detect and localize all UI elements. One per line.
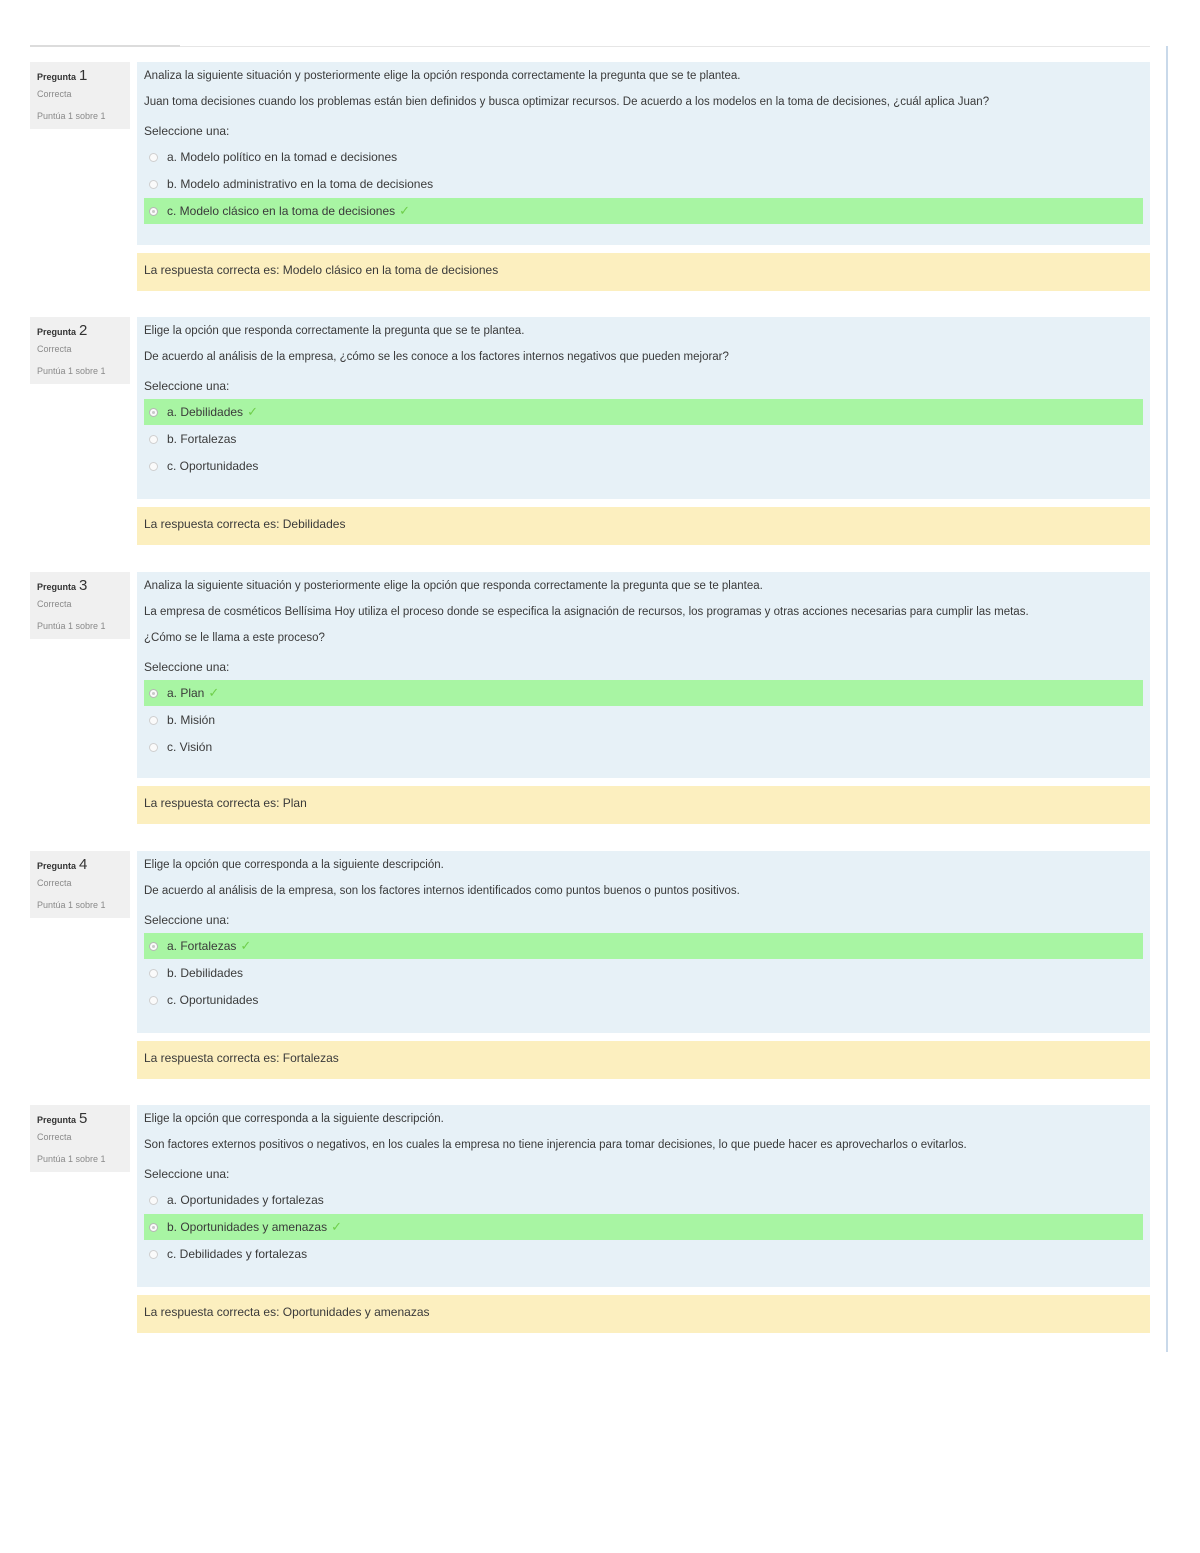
answer-option-label: a. Modelo político en la tomad e decisiones [167,150,398,164]
question-label: Pregunta [37,72,77,82]
answer-option-label: c. Visión [167,740,213,754]
question-text-line: Son factores externos positivos o negativos, en los cuales la empresa no tiene injerencia para tomar decisiones, lo que puede hacer es aprovecharlos o evitarlos. [144,1139,967,1151]
correct-answer-feedback: La respuesta correcta es: Oportunidades y amenazas [137,1295,1150,1333]
question-formulation [137,572,1150,778]
correct-answer-feedback: La respuesta correcta es: Fortalezas [137,1041,1150,1079]
question-1 [30,62,1152,291]
answer-option-label: c. Oportunidades [167,993,259,1007]
question-number [37,857,130,874]
check-icon: ✓ [208,685,220,700]
question-state: Correcta [37,1132,72,1142]
question-info [30,1105,130,1172]
question-grade: Puntúa 1 sobre 1 [37,1154,106,1164]
answer-option-label: b. Oportunidades y amenazas [167,1220,328,1234]
answer-prompt: Seleccione una: [144,1167,230,1181]
question-text [144,858,1143,899]
question-number-value: 4 [79,856,88,873]
question-info [30,572,130,639]
answer-list [144,933,1143,1013]
question-number [37,68,130,85]
question-state: Correcta [37,878,72,888]
question-grade: Puntúa 1 sobre 1 [37,366,106,376]
radio-icon[interactable] [149,1250,158,1259]
answer-option[interactable] [144,960,1143,986]
question-2 [30,317,1152,545]
question-text-line: Juan toma decisiones cuando los problemas están bien definidos y busca optimizar recursos. De acuerdo a los modelos en la toma de decisiones, ¿cuál aplica Juan? [144,96,990,108]
question-label: Pregunta [37,582,77,592]
radio-icon[interactable] [149,743,158,752]
check-icon: ✓ [399,203,411,218]
answer-option-label: b. Fortalezas [167,432,237,446]
answer-option-label: a. Oportunidades y fortalezas [167,1193,324,1207]
radio-icon[interactable] [149,689,158,698]
check-icon: ✓ [247,404,258,419]
question-label: Pregunta [37,327,77,337]
radio-icon[interactable] [149,969,158,978]
correct-answer-feedback: La respuesta correcta es: Modelo clásico en la toma de decisiones [137,253,1150,291]
question-state: Correcta [37,89,72,99]
answer-option[interactable] [144,933,1143,959]
question-text [144,579,1143,646]
radio-icon[interactable] [149,1223,158,1232]
answer-option-label: b. Misión [167,713,216,727]
top-divider-accent [30,45,180,47]
question-text [144,69,1143,110]
question-number-value: 2 [79,322,88,339]
question-text-line: Elige la opción que corresponda a la siguiente descripción. [144,859,444,871]
answer-prompt: Seleccione una: [144,124,230,138]
question-grade: Puntúa 1 sobre 1 [37,111,106,121]
answer-option-label: a. Debilidades [167,405,244,419]
question-text-line: De acuerdo al análisis de la empresa, ¿cómo se les conoce a los factores internos negativos que pueden mejorar? [144,351,729,363]
answer-option-label: c. Oportunidades [167,459,259,473]
radio-icon[interactable] [149,942,158,951]
answer-option[interactable] [144,399,1143,425]
answer-option[interactable] [144,198,1143,224]
question-grade: Puntúa 1 sobre 1 [37,621,106,631]
answer-option-label: b. Debilidades [167,966,244,980]
answer-option[interactable] [144,426,1143,452]
radio-icon[interactable] [149,153,158,162]
question-text-line: Elige la opción que corresponda a la siguiente descripción. [144,1113,444,1125]
question-formulation [137,1105,1150,1287]
question-formulation [137,62,1150,245]
answer-list [144,144,1143,224]
question-label: Pregunta [37,861,77,871]
answer-option[interactable] [144,144,1143,170]
question-formulation [137,851,1150,1033]
radio-icon[interactable] [149,207,158,216]
question-text-line: De acuerdo al análisis de la empresa, son los factores internos identificados como puntos buenos o puntos positivos. [144,885,740,897]
check-icon: ✓ [240,938,252,953]
question-info [30,851,130,918]
right-divider [1166,46,1168,1352]
answer-option-label: b. Modelo administrativo en la toma de decisiones [167,177,434,191]
answer-list [144,680,1143,760]
answer-option[interactable] [144,171,1143,197]
answer-option[interactable] [144,1187,1143,1213]
question-number [37,1111,130,1128]
question-text [144,1112,1143,1153]
answer-option[interactable] [144,453,1143,479]
answer-option-label: a. Plan [167,686,205,700]
question-text-line: La empresa de cosméticos Bellísima Hoy utiliza el proceso donde se especifica la asignación de recursos, los programas y otras acciones necesarias para cumplir las metas. [144,606,1029,618]
question-text-line: Analiza la siguiente situación y posteriormente elige la opción responda correctamente la pregunta que se te plantea. [144,70,741,82]
question-grade: Puntúa 1 sobre 1 [37,900,106,910]
answer-option[interactable] [144,707,1143,733]
radio-icon[interactable] [149,1196,158,1205]
question-5 [30,1105,1152,1333]
answer-prompt: Seleccione una: [144,379,230,393]
question-state: Correcta [37,344,72,354]
question-info [30,62,130,129]
correct-answer-feedback: La respuesta correcta es: Debilidades [137,507,1150,545]
check-icon: ✓ [331,1219,343,1234]
question-state: Correcta [37,599,72,609]
answer-list [144,399,1143,479]
question-number-value: 5 [79,1110,88,1127]
radio-icon[interactable] [149,180,158,189]
question-number [37,578,130,595]
answer-option-label: a. Fortalezas [167,939,237,953]
radio-icon[interactable] [149,462,158,471]
radio-icon[interactable] [149,996,158,1005]
answer-option[interactable] [144,1214,1143,1240]
question-text-line: Analiza la siguiente situación y posteriormente elige la opción que responda correctamente la pregunta que se te plantea. [144,580,763,592]
answer-prompt: Seleccione una: [144,913,230,927]
question-label: Pregunta [37,1115,77,1125]
question-3 [30,572,1152,824]
question-number [37,323,130,340]
answer-option[interactable] [144,987,1143,1013]
question-text-line: Elige la opción que responda correctamente la pregunta que se te plantea. [144,325,525,337]
answer-option-label: c. Debilidades y fortalezas [167,1247,308,1261]
answer-option-label: c. Modelo clásico en la toma de decisiones [167,204,396,218]
question-number-value: 1 [79,67,88,84]
top-divider [30,46,1150,47]
question-number-value: 3 [79,577,88,594]
question-formulation [137,317,1150,499]
question-text-line: ¿Cómo se le llama a este proceso? [144,632,325,644]
radio-icon[interactable] [149,435,158,444]
question-text [144,324,1143,365]
answer-option[interactable] [144,680,1143,706]
radio-icon[interactable] [149,716,158,725]
answer-prompt: Seleccione una: [144,660,230,674]
question-info [30,317,130,384]
question-4 [30,851,1152,1079]
answer-list [144,1187,1143,1267]
answer-option[interactable] [144,1241,1143,1267]
radio-icon[interactable] [149,408,158,417]
correct-answer-feedback: La respuesta correcta es: Plan [137,786,1150,824]
answer-option[interactable] [144,734,1143,760]
